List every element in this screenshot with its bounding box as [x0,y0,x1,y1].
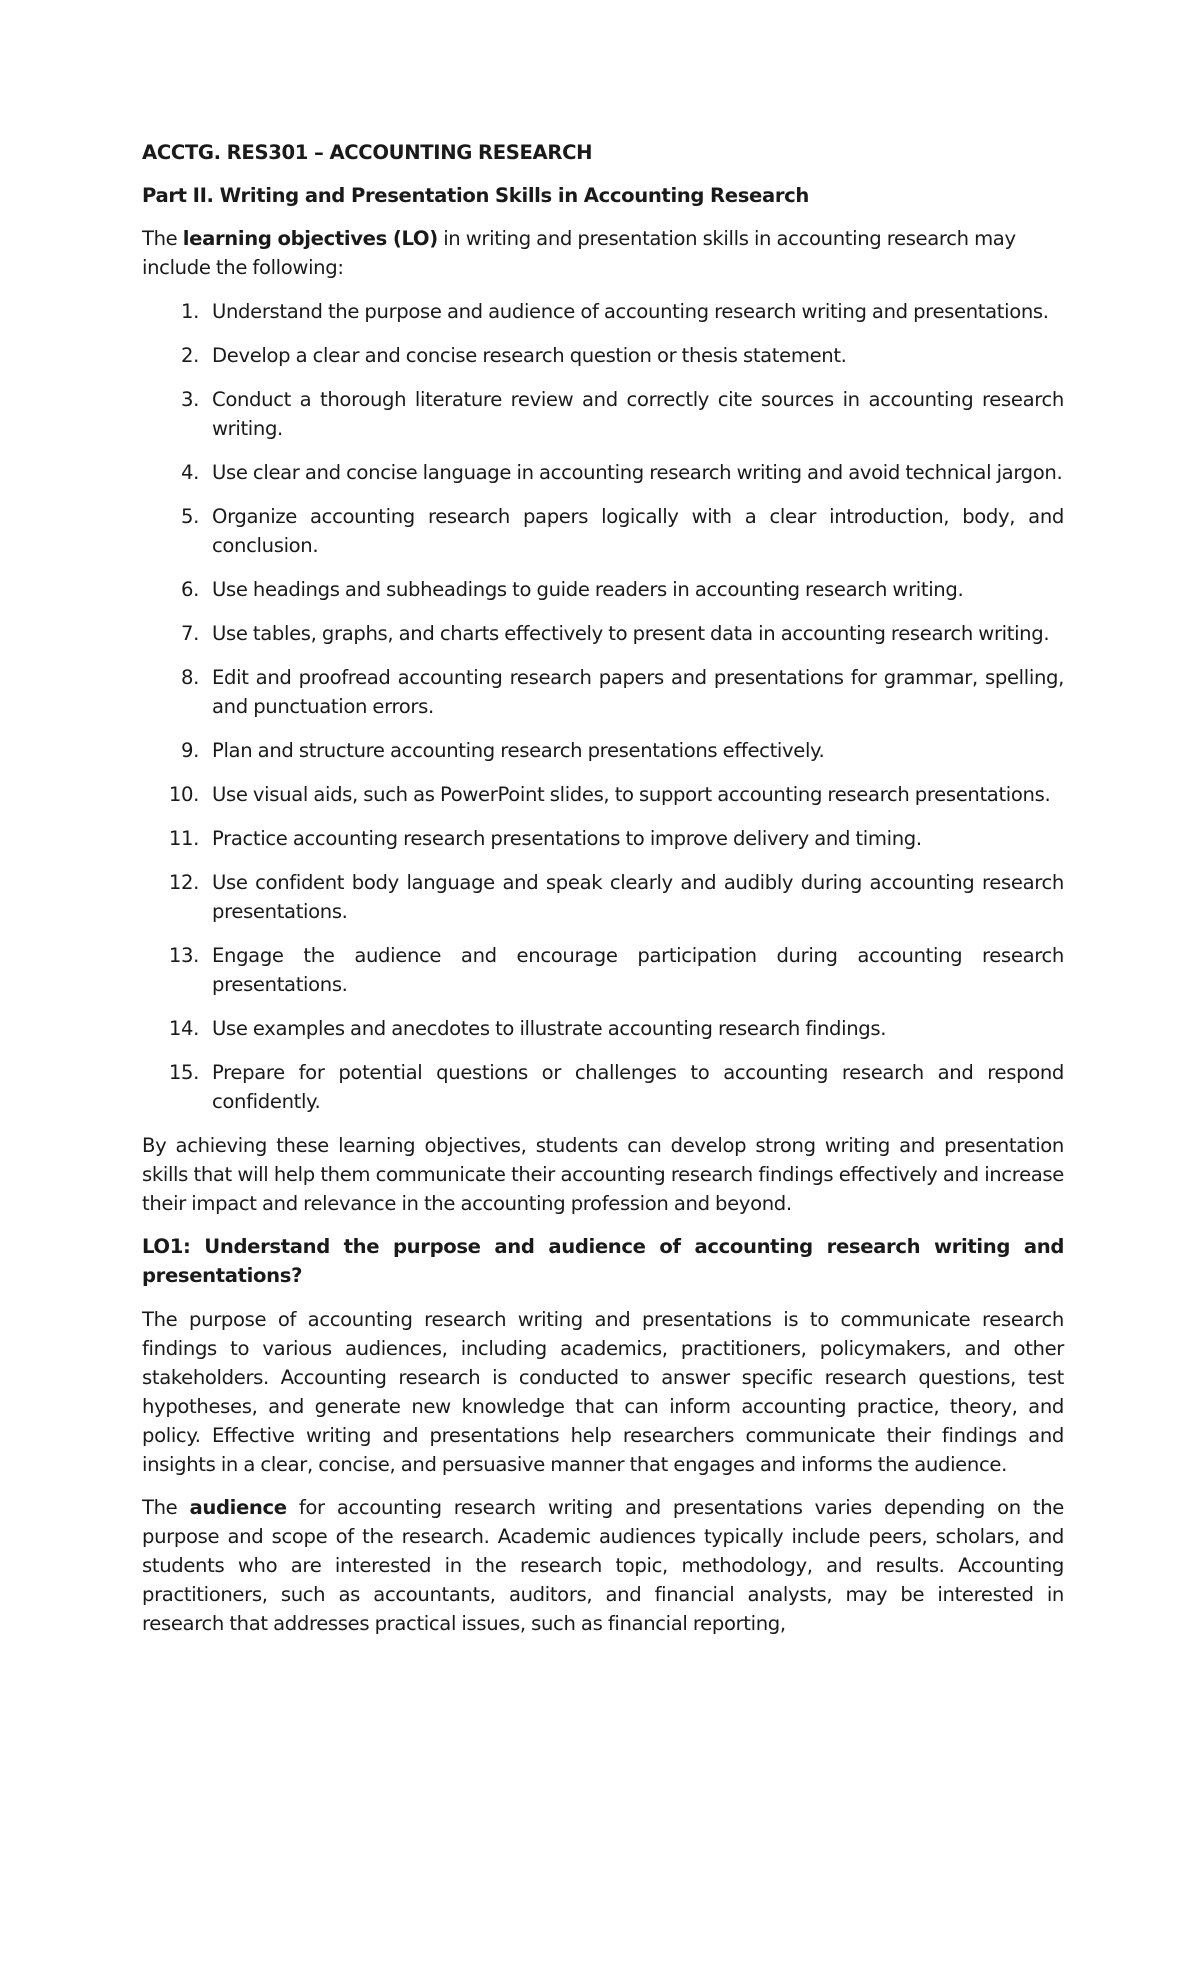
objective-number: 9. [181,739,199,762]
objective-item [142,619,1064,648]
objective-text: Use confident body language and speak clearly and audibly during accounting research presentations. [212,871,1064,923]
objective-text: Edit and proofread accounting research papers and presentations for grammar, spelling, and punctuation errors. [212,666,1064,718]
intro-bold-term: learning objectives (LO) [182,227,438,250]
objective-text: Use visual aids, such as PowerPoint slides, to support accounting research presentations. [212,783,1051,806]
objective-text: Use headings and subheadings to guide readers in accounting research writing. [212,578,964,601]
intro-paragraph [142,224,1064,282]
objective-text: Conduct a thorough literature review and correctly cite sources in accounting research writing. [212,388,1064,440]
objective-number: 7. [181,622,199,645]
objective-item [142,297,1064,326]
objective-number: 10. [168,783,199,806]
audience-suffix: for accounting research writing and presentations varies depending on the purpose and scope of the research. Academic audiences typically include peers, scholars, and students who are interested in the research topic, methodology, and results. Accounting practitioners, such as accountants, auditors, and financial analysts, may be interested in research that addresses practical issues, such as financial reporting, [142,1496,1064,1635]
lo1-heading: LO1: Understand the purpose and audience of accounting research writing and presentations? [142,1235,1064,1287]
objective-item [142,780,1064,809]
objective-item [142,1014,1064,1043]
objective-item [142,824,1064,853]
learning-objectives-list [142,297,1064,1116]
objective-text: Organize accounting research papers logically with a clear introduction, body, and conclusion. [212,505,1064,557]
objective-number: 12. [168,871,199,894]
objective-text: Use clear and concise language in accounting research writing and avoid technical jargon. [212,461,1063,484]
objective-number: 14. [168,1017,199,1040]
part-title: Part II. Writing and Presentation Skills in Accounting Research [142,184,810,207]
objective-text: Engage the audience and encourage participation during accounting research presentations. [212,944,1064,996]
document-page [142,138,1064,1652]
objective-number: 2. [181,344,199,367]
objective-number: 11. [168,827,199,850]
objective-number: 6. [181,578,199,601]
objective-text: Plan and structure accounting research presentations effectively. [212,739,825,762]
objective-number: 8. [181,666,199,689]
lo1-purpose-paragraph: The purpose of accounting research writing and presentations is to communicate research findings to various audiences, including academics, practitioners, policymakers, and other stakeholders. Accounting research is conducted to answer specific research questions, test hypotheses, and generate new knowledge that can inform accounting practice, theory, and policy. Effective writing and presentations help researchers communicate their findings and insights in a clear, concise, and persuasive manner that engages and informs the audience. [142,1308,1064,1476]
objective-text: Use tables, graphs, and charts effectively to present data in accounting research writing. [212,622,1050,645]
objective-number: 13. [168,944,199,967]
objective-item [142,458,1064,487]
audience-prefix: The [142,1496,190,1519]
objective-item [142,736,1064,765]
objective-item [142,868,1064,926]
objective-number: 3. [181,388,199,411]
objective-item [142,502,1064,560]
objective-item [142,575,1064,604]
lo1-audience-paragraph [142,1493,1064,1638]
objective-item [142,385,1064,443]
intro-prefix: The [142,227,183,250]
objective-number: 4. [181,461,199,484]
objective-number: 5. [181,505,199,528]
objective-text: Use examples and anecdotes to illustrate accounting research findings. [212,1017,887,1040]
objective-text: Prepare for potential questions or challenges to accounting research and respond confidently. [212,1061,1064,1113]
objective-text: Understand the purpose and audience of accounting research writing and presentations. [212,300,1049,323]
objective-text: Practice accounting research presentations to improve delivery and timing. [212,827,922,850]
objective-item [142,663,1064,721]
objective-item [142,1058,1064,1116]
objective-number: 15. [168,1061,199,1084]
intro-suffix: in writing and presentation skills in accounting research may include the following: [142,227,1016,279]
objective-item [142,341,1064,370]
audience-bold-term: audience [189,1496,287,1519]
objective-item [142,941,1064,999]
objective-text: Develop a clear and concise research question or thesis statement. [212,344,847,367]
objective-number: 1. [181,300,199,323]
course-title: ACCTG. RES301 – ACCOUNTING RESEARCH [142,141,593,164]
conclusion-paragraph: By achieving these learning objectives, students can develop strong writing and presentation skills that will help them communicate their accounting research findings effectively and increase their impact and relevance in the accounting profession and beyond. [142,1134,1064,1215]
